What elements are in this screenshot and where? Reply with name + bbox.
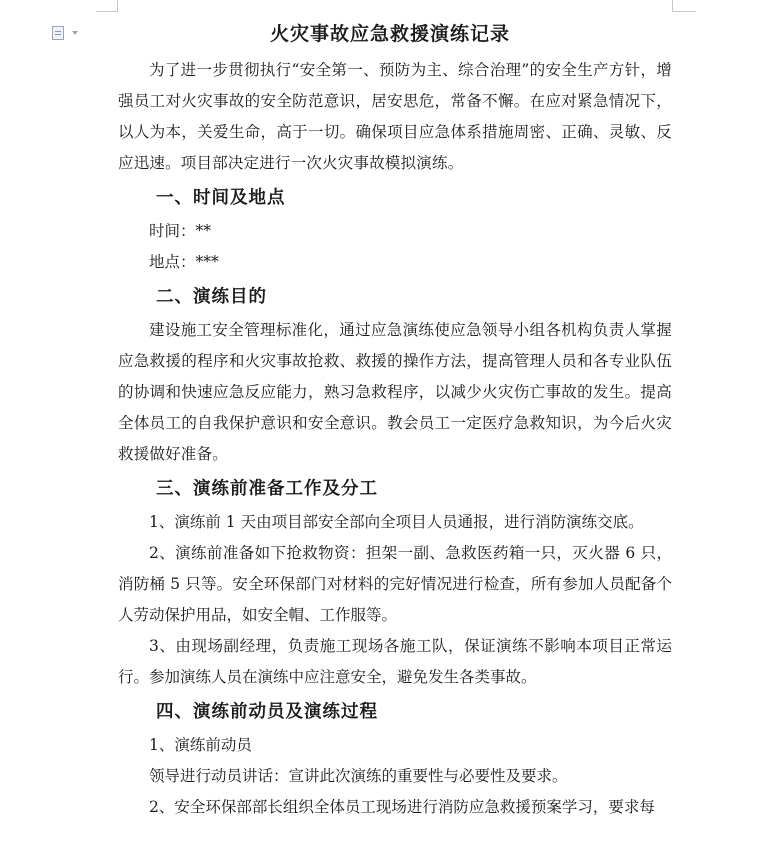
section-heading-preparation: 三、演练前准备工作及分工 [156, 479, 378, 499]
mobilization-text: 领导进行动员讲话：宣讲此次演练的重要性与必要性及要求。 [149, 767, 568, 785]
mobilization-subheading: 1、演练前动员 [149, 736, 252, 754]
corner-mark-left-horizontal [96, 11, 118, 12]
section-heading-purpose: 二、演练目的 [156, 287, 267, 307]
purpose-paragraph: 建设施工安全管理标准化，通过应急演练使应急领导小组各机构负责人掌握应急救援的程序和火灾事故抢救、救援的操作方法，提高管理人员和各专业队伍的协调和快速应急反应能力，熟习急救程序，以减少火灾伤亡事故的发生。提高全体员工的自我保护意识和安全意识。教会员工一定医疗急救知识，为今后火灾救援做好准备。 [118, 321, 672, 463]
document-body [118, 55, 672, 823]
corner-mark-right-horizontal [672, 11, 696, 12]
preparation-item-2: 2、演练前准备如下抢救物资：担架一副、急救医药箱一只，灭火器 6 只，消防桶 5 只等。安全环保部门对材料的完好情况进行检查，所有参加人员配备个人劳动保护用品，如安全帽、工作服等。 [118, 544, 672, 624]
preparation-item-1: 1、演练前 1 天由项目部安全部向全项目人员通报，进行消防演练交底。 [149, 513, 644, 531]
place-line: 地点：*** [149, 253, 219, 271]
section-heading-time-place: 一、时间及地点 [156, 188, 286, 208]
intro-paragraph: 为了进一步贯彻执行“安全第一、预防为主、综合治理”的安全生产方针，增强员工对火灾事故的安全防范意识，居安思危，常备不懈。在应对紧急情况下，以人为本，关爱生命，高于一切。确保项目应急体系措施周密、正确、灵敏、反应迅速。项目部决定进行一次火灾事故模拟演练。 [118, 61, 672, 172]
preparation-item-3: 3、由现场副经理，负责施工现场各施工队，保证演练不影响本项目正常运行。参加演练人员在演练中应注意安全，避免发生各类事故。 [118, 637, 672, 686]
time-line: 时间：** [149, 222, 212, 240]
document-title: 火灾事故应急救援演练记录 [269, 23, 510, 45]
mobilization-item-2: 2、安全环保部部长组织全体员工现场进行消防应急救援预案学习，要求每 [149, 798, 655, 816]
section-heading-mobilization: 四、演练前动员及演练过程 [156, 702, 378, 722]
